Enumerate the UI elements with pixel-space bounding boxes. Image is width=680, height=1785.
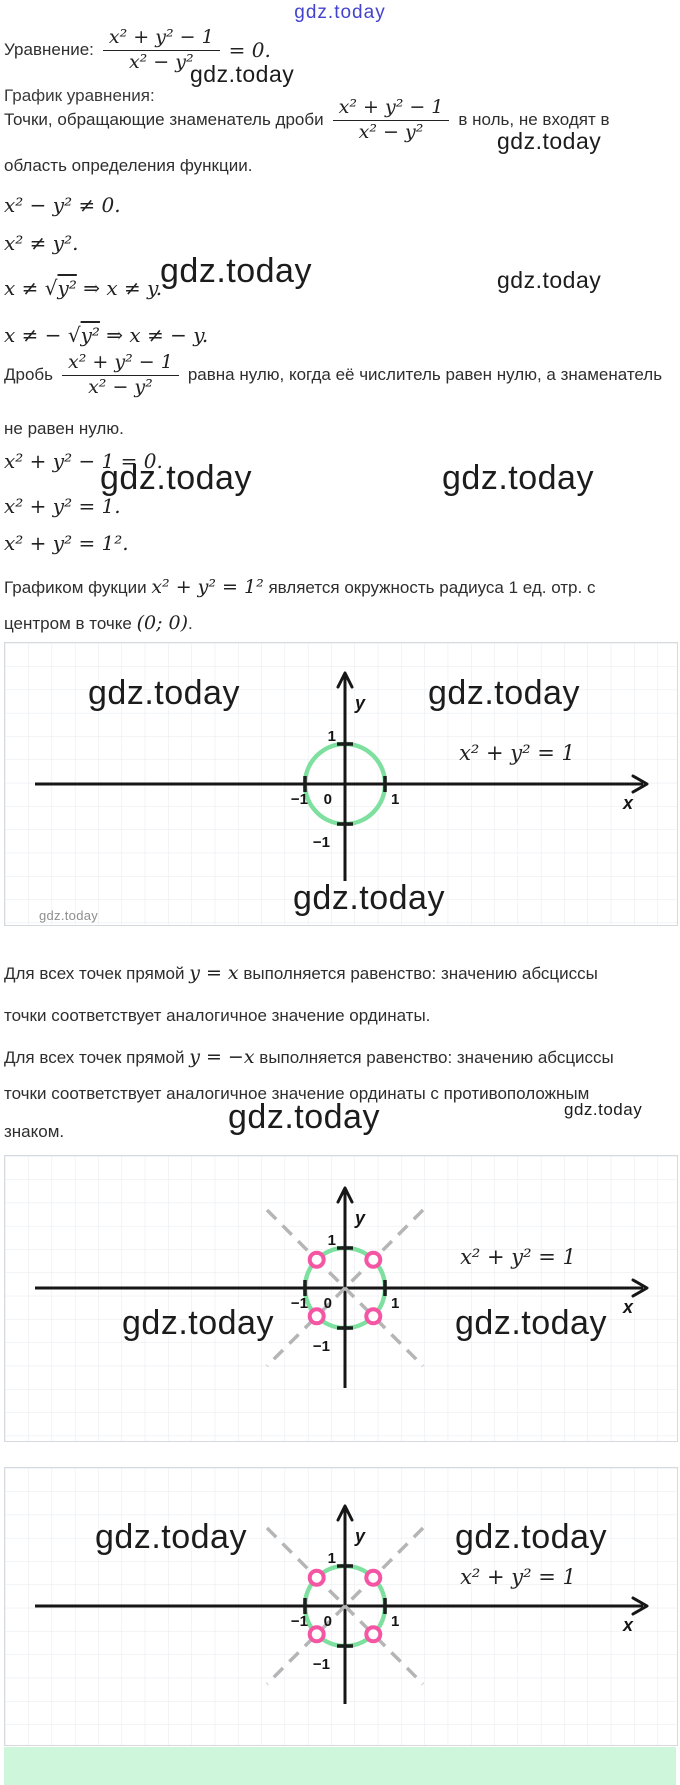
yx-line1-pre: Для всех точек прямой — [4, 964, 190, 983]
graph-circle-2 — [4, 1155, 678, 1442]
tick-label-origin: 0 — [323, 1295, 332, 1312]
circle-line1-pre: Графиком фукции — [4, 578, 152, 597]
radicand: y² — [57, 276, 77, 300]
intersection-point — [366, 1571, 380, 1585]
intersection-point — [310, 1309, 324, 1323]
tick-label-x1: 1 — [391, 1295, 400, 1312]
fraction — [62, 352, 179, 399]
y-axis-label: y — [355, 1526, 366, 1546]
intersection-point — [366, 1627, 380, 1641]
intersection-point — [310, 1627, 324, 1641]
tick-label-x1: 1 — [391, 791, 400, 808]
radicand: y² — [80, 323, 100, 347]
ynx-line1-post: выполняется равенство: значению абсциссы — [254, 1048, 614, 1067]
y-axis-label: y — [355, 1208, 366, 1228]
tick-label-xminus1: −1 — [290, 1613, 308, 1630]
circle-line2-pre: центром в точке — [4, 614, 137, 633]
watermark: gdz.today — [455, 1304, 607, 1342]
paragraph-fraction-after: равна нулю, когда её числитель равен нулю, а знаменатель — [187, 365, 663, 385]
yx-line1-math: y = x — [189, 962, 239, 984]
fraction-numerator: x² + y² − 1 — [103, 27, 220, 51]
paragraph-ynx-line3: знаком. — [4, 1122, 65, 1141]
watermark: gdz.today — [228, 1098, 380, 1136]
yx-line1-post: выполняется равенство: значению абсциссы — [238, 964, 598, 983]
fraction-denominator: x² − y² — [128, 50, 194, 73]
watermark: gdz.today — [190, 61, 295, 87]
math-step-root — [4, 323, 208, 347]
root-pre: x ≠ — [4, 276, 45, 300]
fraction-denominator: x² − y² — [358, 120, 424, 143]
tick-label-yminus1: −1 — [312, 834, 330, 851]
math-step: x² ≠ y². — [4, 231, 79, 255]
paragraph-domain-after: в ноль, не входят в — [458, 110, 610, 130]
tick-label-yminus1: −1 — [312, 1656, 330, 1673]
intersection-point — [310, 1253, 324, 1267]
watermark: gdz.today — [455, 1518, 607, 1556]
watermark: gdz.today — [100, 459, 252, 497]
equation-rhs: = 0. — [228, 38, 271, 63]
x-axis-label: x — [623, 1615, 634, 1635]
tick-label-y1: 1 — [327, 728, 336, 745]
intersection-point — [366, 1253, 380, 1267]
ynx-line1-pre: Для всех точек прямой — [4, 1048, 190, 1067]
paragraph-domain-line2: область определения функции. — [4, 156, 253, 175]
paragraph-fraction-before: Дробь — [4, 365, 54, 385]
graph-circle-3 — [4, 1467, 678, 1746]
watermark: gdz.today — [95, 1518, 247, 1556]
tick-label-yminus1: −1 — [312, 1338, 330, 1355]
tick-label-xminus1: −1 — [290, 1295, 308, 1312]
math-step: x² + y² = 1. — [4, 494, 121, 518]
paragraph-circle-line1 — [4, 576, 595, 598]
paragraph-ynx-line1 — [4, 1046, 614, 1068]
equation-label: Уравнение: — [4, 40, 94, 60]
graph-circle-1 — [4, 642, 678, 926]
watermark-small: gdz.today — [39, 908, 99, 923]
watermark: gdz.today — [497, 128, 602, 154]
watermark: gdz.today — [428, 674, 580, 712]
y-axis-label: y — [355, 693, 366, 713]
paragraph-ynx-line2: точки соответствует аналогичное значение ординаты с противоположным — [4, 1084, 590, 1103]
radical-sign: √ — [44, 276, 58, 300]
fraction-denominator: x² − y² — [88, 375, 153, 398]
circle-equation: x² + y² = 1 — [460, 1565, 576, 1589]
root-post: ⇒ x ≠ − y. — [99, 323, 209, 347]
fraction — [333, 97, 450, 144]
circle-line2-post: . — [188, 614, 193, 633]
circle-line1-math: x² + y² = 1² — [151, 576, 264, 598]
paragraph-domain-before: Точки, обращающие знаменатель дроби — [4, 110, 324, 130]
watermark: gdz.today — [293, 879, 445, 917]
site-logo: gdz.today — [294, 2, 386, 23]
math-step: x² − y² ≠ 0. — [4, 193, 121, 217]
circle-equation: x² + y² = 1 — [460, 1245, 576, 1269]
root-pre: x ≠ − — [4, 323, 68, 347]
paragraph-fraction — [4, 352, 662, 399]
tick-label-origin: 0 — [323, 791, 332, 808]
tick-label-x1: 1 — [391, 1613, 400, 1630]
watermark: gdz.today — [497, 267, 602, 293]
x-axis-label: x — [623, 1297, 634, 1317]
intersection-point — [366, 1309, 380, 1323]
paragraph-circle-line2 — [4, 612, 193, 634]
tick-label-y1: 1 — [327, 1550, 336, 1567]
paragraph-yx-line1 — [4, 962, 598, 984]
math-step: x² + y² = 1². — [4, 531, 129, 555]
watermark: gdz.today — [442, 459, 594, 497]
circle-line1-post: является окружность радиуса 1 ед. отр. с — [263, 578, 596, 597]
paragraph-yx-line2: точки соответствует аналогичное значение ординаты. — [4, 1006, 431, 1025]
tick-label-y1: 1 — [327, 1232, 336, 1249]
x-axis-label: x — [623, 793, 634, 813]
watermark: gdz.today — [122, 1304, 274, 1342]
ynx-line1-math: y = −x — [189, 1046, 255, 1068]
root-post: ⇒ x ≠ y. — [76, 276, 163, 300]
math-step-root — [4, 276, 162, 300]
watermark-small: gdz.today — [564, 1100, 643, 1119]
circle-line2-math: (0; 0) — [136, 612, 189, 634]
tick-label-origin: 0 — [323, 1613, 332, 1630]
fraction-numerator: x² + y² − 1 — [62, 352, 179, 376]
watermark: gdz.today — [160, 252, 312, 290]
circle-equation: x² + y² = 1 — [459, 741, 575, 765]
answer-highlight-bar — [4, 1747, 676, 1785]
math-step: x² + y² − 1 = 0. — [4, 449, 163, 473]
tick-label-xminus1: −1 — [290, 791, 308, 808]
paragraph-fraction-line2: не равен нулю. — [4, 419, 124, 438]
radical-sign: √ — [67, 323, 81, 347]
watermark: gdz.today — [88, 674, 240, 712]
clipped-text-line: График уравнения: — [4, 86, 155, 105]
intersection-point — [310, 1571, 324, 1585]
fraction-numerator: x² + y² − 1 — [333, 97, 450, 121]
